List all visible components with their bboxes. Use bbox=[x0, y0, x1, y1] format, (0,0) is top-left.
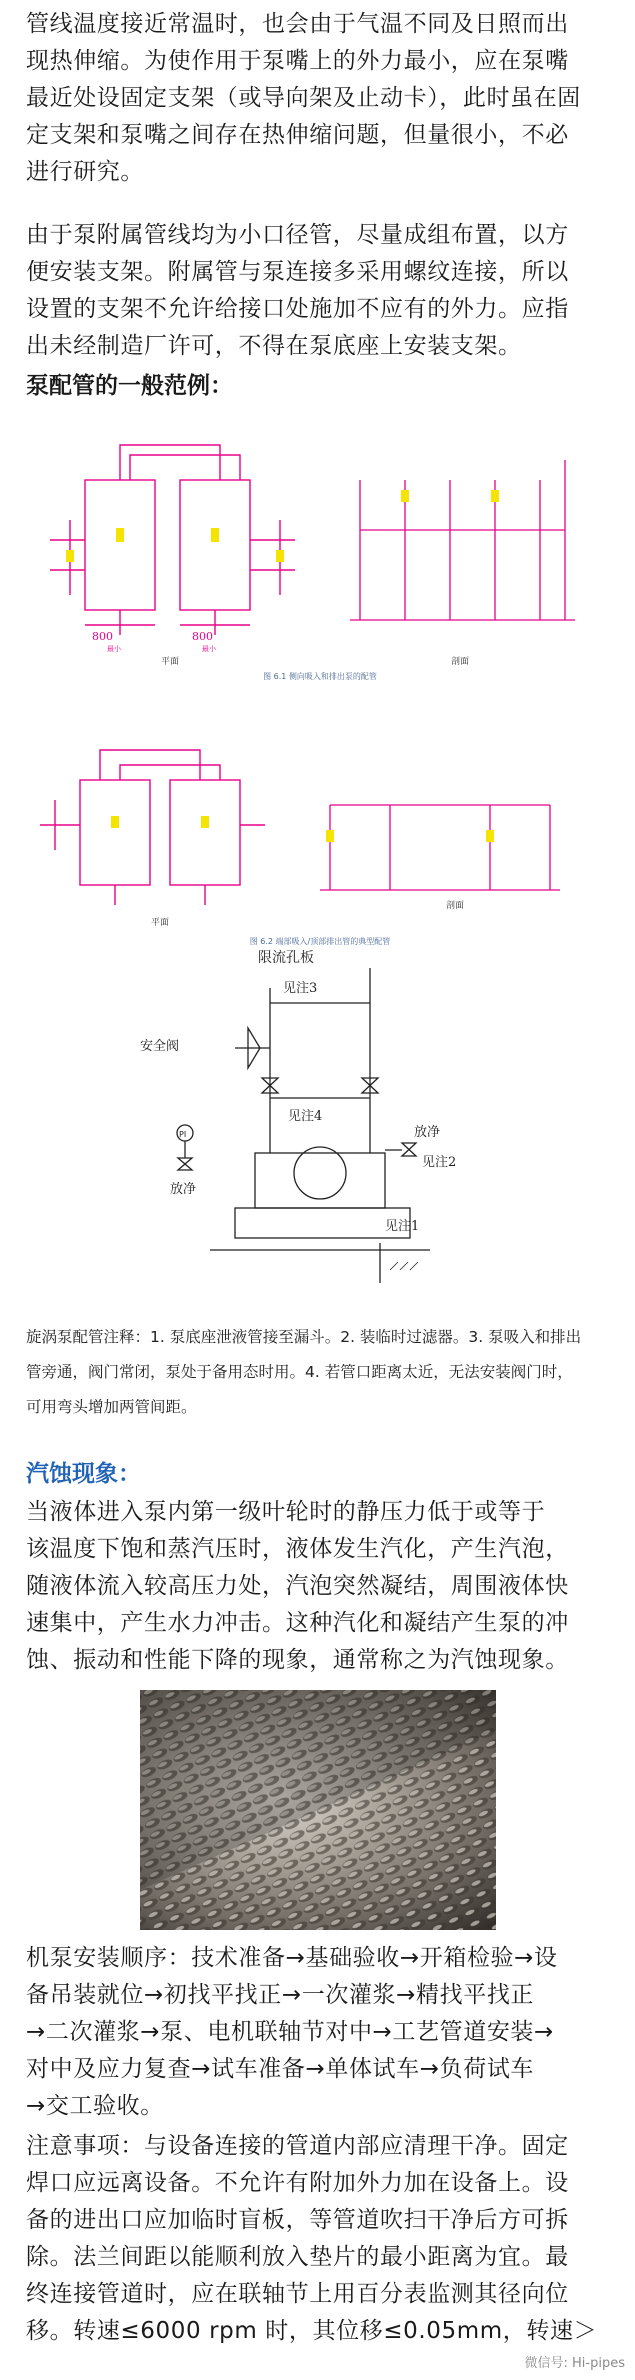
text-line: 备的进出口应加临时盲板，等管道吹扫干净后方可拆 bbox=[26, 2207, 569, 2233]
cavitation-heading: 汽蚀现象： bbox=[26, 1461, 141, 1487]
text-line: 管线温度接近常温时，也会由于气温不同及日照而出 bbox=[26, 11, 569, 37]
plan-view-drawing bbox=[40, 750, 265, 905]
install-order-paragraph bbox=[26, 1940, 616, 2125]
drain-label-right: 放净 bbox=[414, 1125, 441, 1140]
text-line: 可用弯头增加两管间距。 bbox=[26, 1398, 197, 1416]
precautions-paragraph bbox=[26, 2128, 616, 2350]
note2-label: 见注2 bbox=[422, 1155, 457, 1170]
orifice-label: 限流孔板 bbox=[258, 950, 314, 966]
text-line: →二次灌浆→泵、电机联轴节对中→工艺管道安装→ bbox=[26, 2019, 554, 2045]
plan-label: 平面 bbox=[150, 918, 170, 928]
section-view-drawing bbox=[320, 805, 560, 890]
text-line: 备吊装就位→初找平找正→一次灌浆→精找平找正 bbox=[26, 1982, 535, 2008]
text-line: 定支架和泵嘴之间存在热伸缩问题，但量很小，不必 bbox=[26, 122, 569, 148]
dim-label-left: 800 bbox=[92, 630, 113, 643]
text-line: 便安装支架。附属管与泵连接多采用螺纹连接，所以 bbox=[26, 259, 569, 285]
text-line: 移。转速≤6000 rpm 时，其位移≤0.05mm，转速＞ bbox=[26, 2318, 598, 2344]
section-label: 剖面 bbox=[450, 657, 470, 667]
text-line: 由于泵附属管线均为小口径管，尽量成组布置，以方 bbox=[26, 222, 569, 248]
text-line: 速集中，产生水力冲击。这种汽化和凝结产生泵的冲 bbox=[26, 1610, 569, 1636]
text-line: 进行研究。 bbox=[26, 159, 144, 185]
figure1-caption: 图 6.1 侧向吸入和排出泵的配管 bbox=[263, 672, 377, 681]
cavitation-paragraph bbox=[26, 1494, 616, 1679]
text-line: →交工验收。 bbox=[26, 2093, 164, 2119]
plan-view-drawing bbox=[50, 445, 295, 635]
note4-label: 见注4 bbox=[288, 1109, 323, 1124]
intro-paragraph-1 bbox=[26, 6, 616, 191]
section-view-drawing bbox=[350, 460, 575, 620]
note1-label: 见注1 bbox=[385, 1219, 420, 1234]
figure2-caption: 图 6.2 端部吸入/顶部排出管的典型配管 bbox=[249, 937, 391, 946]
text-line: 终连接管道时，应在联轴节上用百分表监测其径向位 bbox=[26, 2281, 569, 2307]
figure-side-suction-piping bbox=[30, 420, 610, 685]
figure-vortex-pump-piping bbox=[140, 948, 520, 1308]
text-line: 旋涡泵配管注释：1. 泵底座泄液管接至漏斗。2. 装临时过滤器。3. 泵吸入和排出 bbox=[26, 1328, 582, 1346]
text-line: 现热伸缩。为使作用于泵嘴上的外力最小，应在泵嘴 bbox=[26, 48, 569, 74]
pressure-gauge-label: PI bbox=[179, 1130, 187, 1139]
dim-small-left: 最小 bbox=[107, 645, 121, 653]
text-line: 对中及应力复查→试车准备→单体试车→负荷试车 bbox=[26, 2056, 535, 2082]
text-line: 管旁通，阀门常闭，泵处于备用态时用。4. 若管口距离太近，无法安装阀门时， bbox=[26, 1363, 573, 1381]
pump-schematic bbox=[177, 968, 430, 1283]
wechat-watermark: 微信号: Hi-pipes bbox=[524, 2356, 625, 2371]
text-line: 最近处设固定支架（或导向架及止动卡），此时虽在固 bbox=[26, 85, 581, 111]
drain-label-left: 放净 bbox=[170, 1182, 197, 1197]
text-line: 机泵安装顺序：技术准备→基础验收→开箱检验→设 bbox=[26, 1945, 558, 1971]
text-line: 当液体进入泵内第一级叶轮时的静压力低于或等于 bbox=[26, 1499, 546, 1525]
dim-label-right: 800 bbox=[192, 630, 213, 643]
note3-label: 见注3 bbox=[283, 981, 318, 996]
cavitation-damage-photo bbox=[140, 1690, 496, 1930]
text-line: 除。法兰间距以能顺利放入垫片的最小距离为宜。最 bbox=[26, 2244, 569, 2270]
text-line: 设置的支架不允许给接口处施加不应有的外力。应指 bbox=[26, 296, 569, 322]
text-line: 焊口应远离设备。不允许有附加外力加在设备上。设 bbox=[26, 2170, 569, 2196]
text-line: 该温度下饱和蒸汽压时，液体发生汽化，产生汽泡， bbox=[26, 1536, 569, 1562]
impeller-surface-texture bbox=[140, 1690, 496, 1930]
text-line: 随液体流入较高压力处，汽泡突然凝结，周围液体快 bbox=[26, 1573, 569, 1599]
dim-small-right: 最小 bbox=[202, 645, 216, 653]
pump-piping-heading: 泵配管的一般范例： bbox=[26, 373, 233, 399]
vortex-pump-note bbox=[26, 1320, 618, 1425]
safety-valve-label: 安全阀 bbox=[140, 1039, 180, 1054]
figure-end-suction-piping bbox=[30, 710, 610, 950]
plan-label: 平面 bbox=[160, 657, 180, 667]
section-label: 剖面 bbox=[445, 901, 465, 911]
intro-paragraph-2 bbox=[26, 217, 616, 365]
text-line: 出未经制造厂许可，不得在泵底座上安装支架。 bbox=[26, 333, 522, 359]
text-line: 注意事项：与设备连接的管道内部应清理干净。固定 bbox=[26, 2133, 569, 2159]
text-line: 蚀、振动和性能下降的现象，通常称之为汽蚀现象。 bbox=[26, 1647, 569, 1673]
